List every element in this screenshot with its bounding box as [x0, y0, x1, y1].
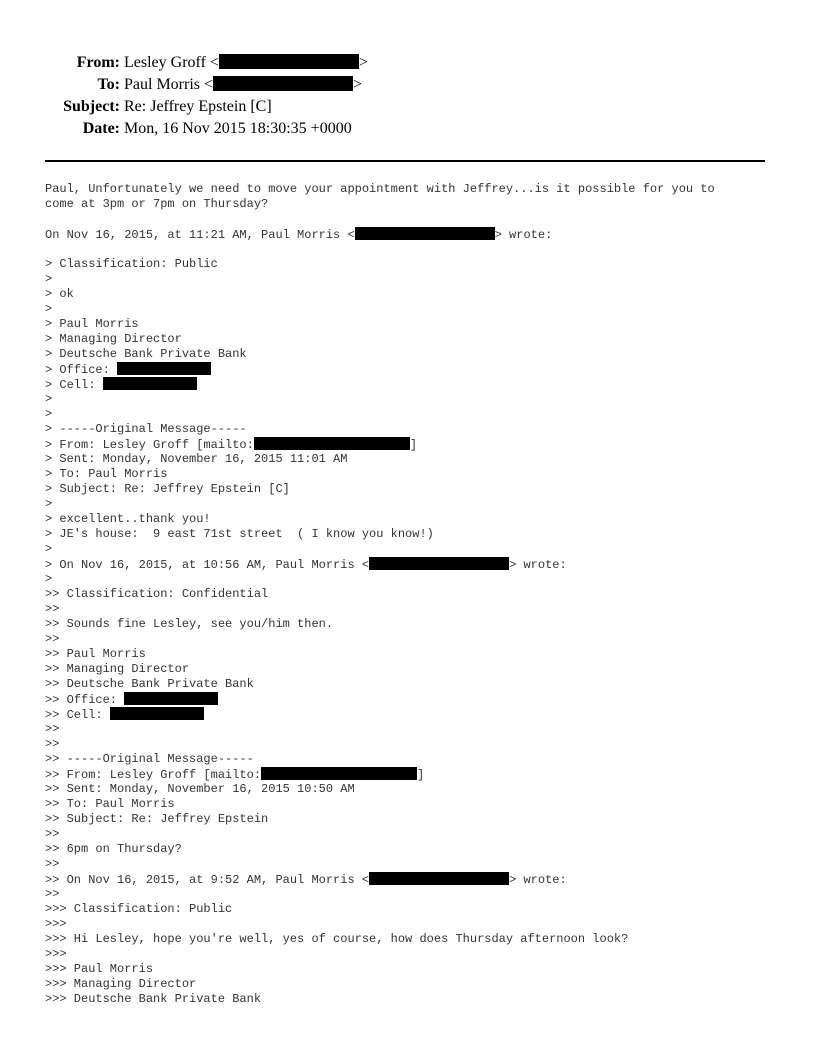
body-line-text: >>> Paul Morris — [45, 962, 154, 976]
body-line — [45, 482, 785, 497]
body-line-text: >> Paul Morris — [45, 647, 146, 661]
body-line-text: > — [45, 542, 53, 556]
body-line — [45, 512, 785, 527]
body-line — [45, 872, 785, 887]
body-line — [45, 392, 785, 407]
body-line — [45, 617, 785, 632]
body-line-text: > From: Lesley Groff [mailto: — [45, 438, 254, 452]
body-line-text: >>> Classification: Public — [45, 902, 233, 916]
body-line-text: > On Nov 16, 2015, at 10:56 AM, Paul Morris < — [45, 558, 370, 572]
subject-label: Subject: — [63, 98, 120, 115]
redaction-bar — [254, 437, 410, 450]
from-label: From: — [76, 54, 120, 71]
body-line-text: >> On Nov 16, 2015, at 9:52 AM, Paul Morris < — [45, 873, 370, 887]
body-line-text: >> 6pm on Thursday? — [45, 842, 182, 856]
body-line — [45, 272, 785, 287]
body-line — [45, 992, 785, 1007]
body-line — [45, 932, 785, 947]
body-line — [45, 722, 785, 737]
body-line-text: >> — [45, 632, 60, 646]
from-close: > — [358, 54, 368, 71]
body-line — [45, 662, 785, 677]
body-line-text: >> — [45, 827, 60, 841]
body-line — [45, 302, 785, 317]
body-line — [45, 692, 785, 707]
body-line — [45, 242, 785, 257]
body-line-text: > excellent..thank you! — [45, 512, 211, 526]
body-line-suffix: > wrote: — [494, 228, 553, 242]
body-line — [45, 767, 785, 782]
body-line — [45, 452, 785, 467]
body-line-suffix: > wrote: — [509, 558, 567, 572]
subject-value: Re: Jeffrey Epstein [C] — [124, 98, 272, 115]
to-close: > — [353, 76, 363, 93]
body-line — [45, 752, 785, 767]
body-line-text: >> Sounds fine Lesley, see you/him then. — [45, 617, 334, 631]
body-line — [45, 212, 785, 227]
body-line — [45, 422, 785, 437]
redaction-bar — [369, 557, 509, 570]
body-line-text: >> Deutsche Bank Private Bank — [45, 677, 254, 691]
body-line-text: come at 3pm or 7pm on Thursday? — [45, 197, 269, 211]
body-line-text: >> — [45, 722, 60, 736]
body-line — [45, 857, 785, 872]
body-line — [45, 962, 785, 977]
body-line-text: >> — [45, 887, 60, 901]
body-line — [45, 182, 785, 197]
redaction-bar — [219, 54, 359, 69]
body-line — [45, 902, 785, 917]
body-line — [45, 437, 785, 452]
body-line-text: >>> — [45, 947, 67, 961]
body-line — [45, 467, 785, 482]
body-line-text: > ok — [45, 287, 74, 301]
redaction-bar — [117, 362, 211, 375]
body-line — [45, 812, 785, 827]
body-line — [45, 227, 785, 242]
body-line — [45, 977, 785, 992]
body-line-text: > Paul Morris — [45, 317, 139, 331]
body-line-suffix: > wrote: — [509, 873, 567, 887]
body-line-text: > Deutsche Bank Private Bank — [45, 347, 247, 361]
body-line-text: > — [45, 572, 53, 586]
redaction-bar — [355, 227, 495, 240]
body-line-text: >> Managing Director — [45, 662, 190, 676]
subject-row — [0, 96, 816, 118]
body-line-text: >> Sent: Monday, November 16, 2015 10:50 AM — [45, 782, 355, 796]
body-line — [45, 317, 785, 332]
body-line-text: > To: Paul Morris — [45, 467, 168, 481]
body-line-text: >> Classification: Confidential — [45, 587, 269, 601]
body-line-text: >>> Deutsche Bank Private Bank — [45, 992, 262, 1006]
body-line — [45, 572, 785, 587]
body-line — [45, 827, 785, 842]
redaction-bar — [369, 872, 509, 885]
body-line-text: > — [45, 392, 53, 406]
body-line — [45, 527, 785, 542]
body-line-text: >> — [45, 737, 60, 751]
body-line — [45, 677, 785, 692]
body-line-text: >> Cell: — [45, 708, 110, 722]
body-line-text: > Classification: Public — [45, 257, 218, 271]
body-line-text: > — [45, 407, 53, 421]
header-divider — [45, 160, 765, 162]
body-line-text: >> — [45, 602, 60, 616]
body-line-text: On Nov 16, 2015, at 11:21 AM, Paul Morris < — [45, 228, 355, 242]
body-line-text: >> — [45, 857, 60, 871]
to-row — [0, 74, 816, 96]
redaction-bar — [103, 377, 197, 390]
body-line — [45, 362, 785, 377]
email-body — [45, 182, 785, 1007]
body-line — [45, 497, 785, 512]
body-line-text: >>> Hi Lesley, hope you're well, yes of course, how does Thursday afternoon look? — [45, 932, 629, 946]
body-line — [45, 632, 785, 647]
body-line — [45, 887, 785, 902]
body-line-text: > — [45, 497, 53, 511]
body-line — [45, 647, 785, 662]
body-line — [45, 707, 785, 722]
body-line-text: > JE's house: 9 east 71st street ( I know you know!) — [45, 527, 434, 541]
date-row — [0, 118, 816, 140]
body-line — [45, 947, 785, 962]
body-line-text: > Office: — [45, 363, 118, 377]
body-line — [45, 602, 785, 617]
body-line-text: >>> Managing Director — [45, 977, 197, 991]
body-line — [45, 287, 785, 302]
body-line-text: >>> — [45, 917, 67, 931]
body-line — [45, 587, 785, 602]
body-line-text: > Subject: Re: Jeffrey Epstein [C] — [45, 482, 290, 496]
body-line — [45, 542, 785, 557]
body-line-suffix: ] — [417, 768, 425, 782]
redaction-bar — [213, 76, 353, 91]
from-row — [0, 52, 816, 74]
body-line — [45, 782, 785, 797]
date-label: Date: — [82, 120, 120, 137]
body-line — [45, 332, 785, 347]
body-line-text: >> To: Paul Morris — [45, 797, 175, 811]
body-line-text: >> -----Original Message----- — [45, 752, 254, 766]
redaction-bar — [261, 767, 417, 780]
body-line-text: > — [45, 302, 53, 316]
body-line-text: > -----Original Message----- — [45, 422, 247, 436]
body-line-suffix: ] — [409, 438, 418, 452]
body-line — [45, 347, 785, 362]
body-line — [45, 737, 785, 752]
body-line-text: > — [45, 272, 53, 286]
to-name: Paul Morris < — [124, 76, 214, 93]
body-line — [45, 377, 785, 392]
body-line — [45, 842, 785, 857]
body-line-text: >> From: Lesley Groff [mailto: — [45, 768, 262, 782]
body-line — [45, 407, 785, 422]
body-line-text: > Sent: Monday, November 16, 2015 11:01 AM — [45, 452, 348, 466]
body-line-text: > Cell: — [45, 378, 103, 392]
body-line — [45, 797, 785, 812]
redaction-bar — [124, 692, 218, 705]
to-value — [124, 74, 362, 96]
body-line — [45, 917, 785, 932]
body-line — [45, 557, 785, 572]
from-value — [124, 52, 368, 74]
to-label: To: — [97, 76, 120, 93]
body-line-text: Paul, Unfortunately we need to move your appointment with Jeffrey...is it possible for you to — [45, 182, 715, 196]
body-line-text: >> Subject: Re: Jeffrey Epstein — [45, 812, 269, 826]
body-line-text: > Managing Director — [45, 332, 182, 346]
body-line — [45, 257, 785, 272]
body-line — [45, 197, 785, 212]
date-value: Mon, 16 Nov 2015 18:30:35 +0000 — [124, 120, 352, 137]
redaction-bar — [110, 707, 204, 720]
from-name: Lesley Groff < — [124, 54, 219, 71]
body-line-text: >> Office: — [45, 693, 125, 707]
